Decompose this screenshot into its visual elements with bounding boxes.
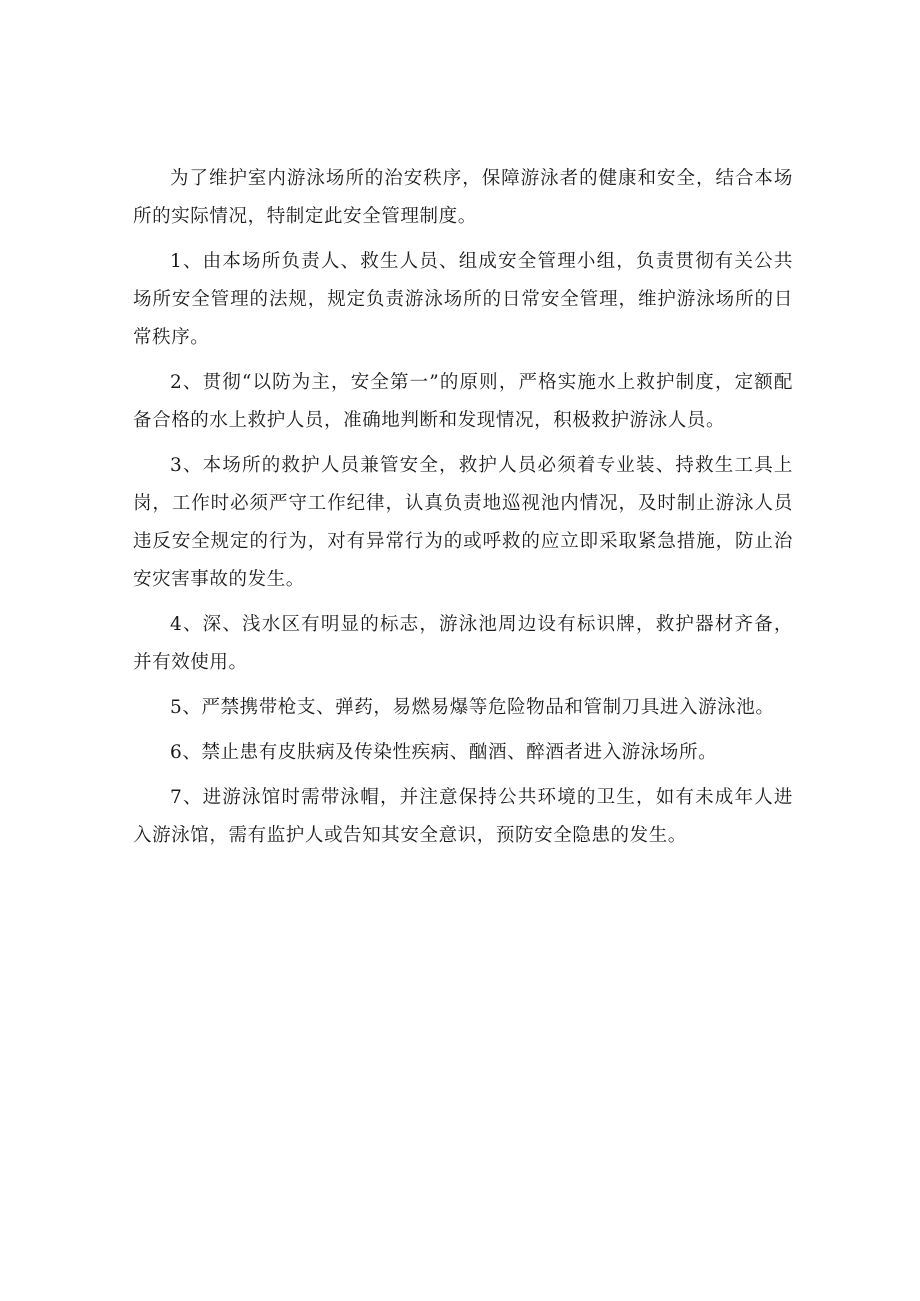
rule-paragraph-2: 2、贯彻“以防为主，安全第一”的原则，严格实施水上救护制度，定额配备合格的水上救护人员，准确地判断和发现情况，积极救护游泳人员。 xyxy=(133,372,793,431)
document-body xyxy=(133,160,793,855)
intro-paragraph: 为了维护室内游泳场所的治安秩序，保障游泳者的健康和安全，结合本场所的实际情况，特制定此安全管理制度。 xyxy=(133,168,793,227)
rule-paragraph-3: 3、本场所的救护人员兼管安全，救护人员必须着专业装、持救生工具上岗，工作时必须严守工作纪律，认真负责地巡视池内情况，及时制止游泳人员违反安全规定的行为，对有异常行为的或呼救的应立即采取紧急措施，防止治安灾害事故的发生。 xyxy=(133,455,793,590)
rule-paragraph-1: 1、由本场所负责人、救生人员、组成安全管理小组，负责贯彻有关公共场所安全管理的法规，规定负责游泳场所的日常安全管理，维护游泳场所的日常秩序。 xyxy=(133,251,793,348)
rule-paragraph-5: 5、严禁携带枪支、弹药，易燃易爆等危险物品和管制刀具进入游泳池。 xyxy=(170,697,775,718)
rule-paragraph-7: 7、进游泳馆时需带泳帽，并注意保持公共环境的卫生，如有未成年人进入游泳馆，需有监护人或告知其安全意识，预防安全隐患的发生。 xyxy=(133,787,793,846)
rule-paragraph-4: 4、深、浅水区有明显的标志，游泳池周边设有标识牌，救护器材齐备，并有效使用。 xyxy=(133,614,793,673)
rule-paragraph-6: 6、禁止患有皮肤病及传染性疾病、酗酒、醉酒者进入游泳场所。 xyxy=(170,742,718,763)
